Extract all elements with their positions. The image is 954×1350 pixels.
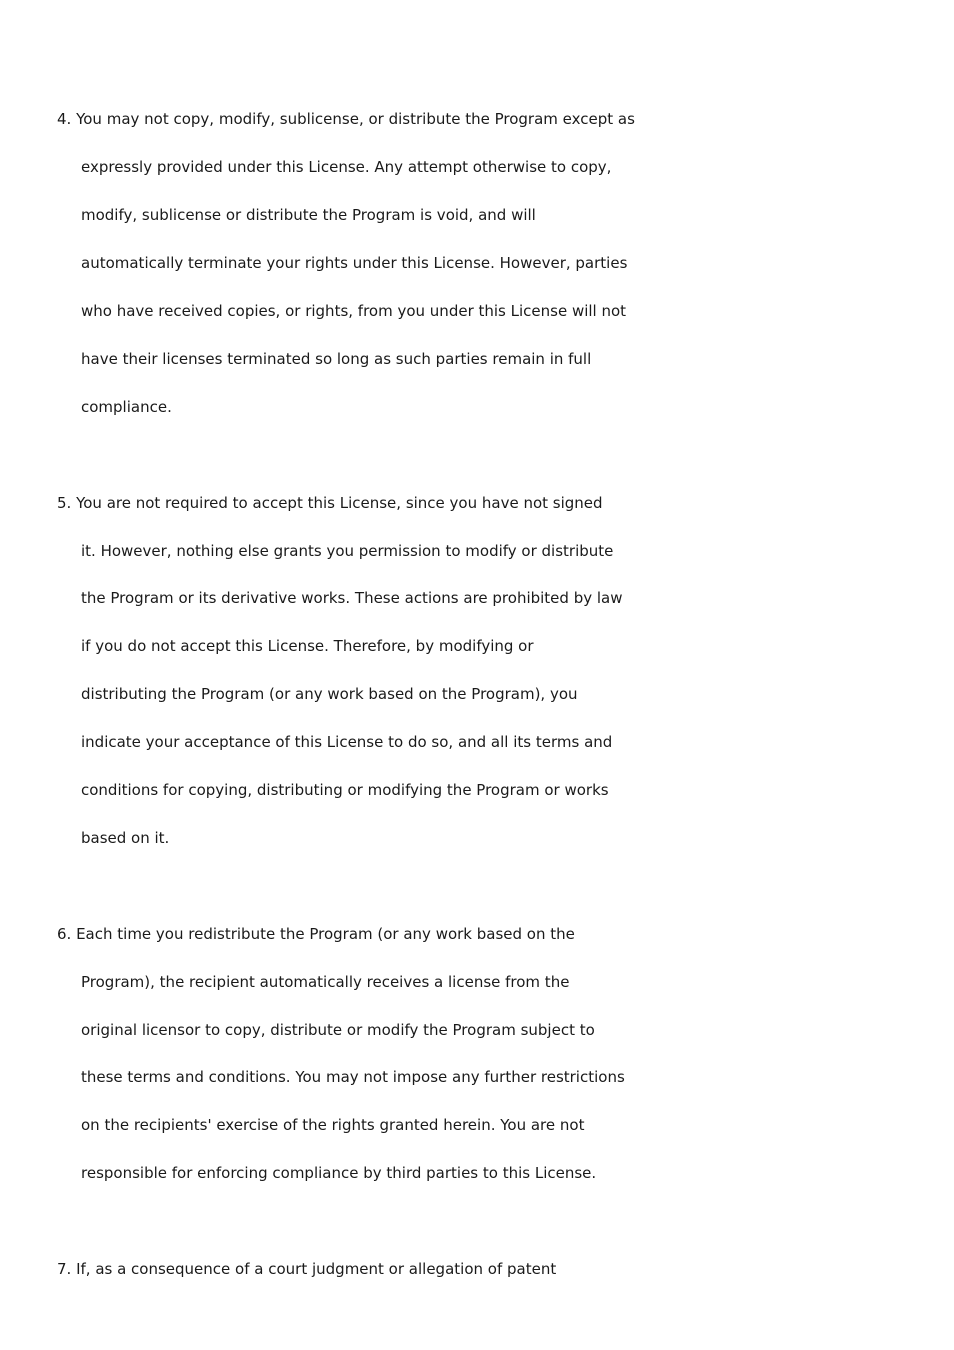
clause-line: distributing the Program (or any work based on the Program), you: [81, 685, 578, 703]
clause-line: conditions for copying, distributing or modifying the Program or works: [81, 781, 609, 799]
clause-line: it. However, nothing else grants you permission to modify or distribute: [81, 542, 614, 560]
clause-line: these terms and conditions. You may not impose any further restrictions: [81, 1068, 625, 1086]
clause-line: have their licenses terminated so long as such parties remain in full: [81, 350, 592, 368]
clause-line: if you do not accept this License. Therefore, by modifying or: [81, 637, 534, 655]
clause-line: compliance.: [81, 398, 172, 416]
clause-line: responsible for enforcing compliance by third parties to this License.: [81, 1164, 597, 1182]
clause-line: Program), the recipient automatically receives a license from the: [81, 973, 570, 991]
clause-line: based on it.: [81, 829, 170, 847]
clause-line: expressly provided under this License. Any attempt otherwise to copy,: [81, 158, 612, 176]
clause-line: 6. Each time you redistribute the Program (or any work based on the: [57, 925, 575, 943]
clause-line: the Program or its derivative works. These actions are prohibited by law: [81, 589, 623, 607]
clause-line: 5. You are not required to accept this License, since you have not signed: [57, 494, 603, 512]
clause-line: who have received copies, or rights, from you under this License will not: [81, 302, 627, 320]
clause-line: indicate your acceptance of this License to do so, and all its terms and: [81, 733, 613, 751]
clause-line: automatically terminate your rights under this License. However, parties: [81, 254, 628, 272]
clause-line: on the recipients' exercise of the rights granted herein. You are not: [81, 1116, 585, 1134]
clause-line: original licensor to copy, distribute or modify the Program subject to: [81, 1021, 595, 1039]
clause-line: modify, sublicense or distribute the Program is void, and will: [81, 206, 536, 224]
clause-line: 7. If, as a consequence of a court judgment or allegation of patent: [57, 1260, 557, 1278]
clause-line: 4. You may not copy, modify, sublicense, or distribute the Program except as: [57, 110, 635, 128]
